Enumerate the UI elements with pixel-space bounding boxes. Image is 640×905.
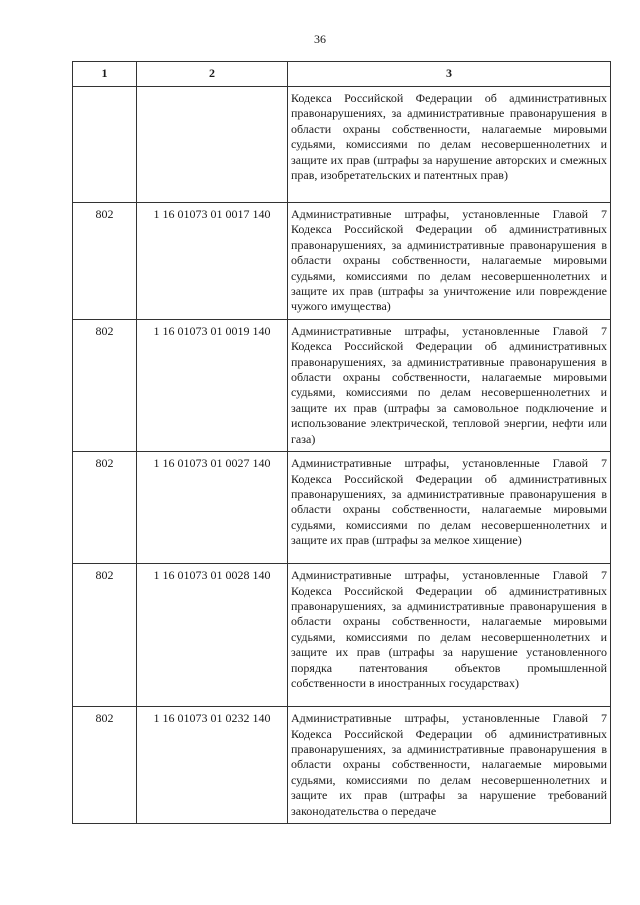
header-col-3: 3 (288, 62, 611, 87)
description-cell: Административные штрафы, установленные Главой 7 Кодекса Российской Федерации об административных правонарушениях, за административные правонарушения в области охраны собственности, налагаемые мировыми судьями, комиссиями по делам несовершеннолетних и защите их прав (штрафы за самовольное подключение и использование электрической, тепловой энергии, нефти или газа) (288, 319, 611, 451)
kbk-code-cell: 1 16 01073 01 0232 140 (137, 707, 288, 824)
description-cell: Административные штрафы, установленные Главой 7 Кодекса Российской Федерации об административных правонарушениях, за административные правонарушения в области охраны собственности, налагаемые мировыми судьями, комиссиями по делам несовершеннолетних и защите их прав (штрафы за уничтожение или повреждение чужого имущества) (288, 203, 611, 320)
admin-code-cell: 802 (73, 564, 137, 707)
kbk-code-cell (137, 87, 288, 203)
admin-code-cell: 802 (73, 707, 137, 824)
header-col-2: 2 (137, 62, 288, 87)
admin-code-cell: 802 (73, 319, 137, 451)
kbk-code-cell: 1 16 01073 01 0019 140 (137, 319, 288, 451)
admin-code-cell: 802 (73, 452, 137, 564)
table-row (73, 452, 611, 564)
table-row (73, 203, 611, 320)
table-header-row (73, 62, 611, 87)
kbk-code-cell: 1 16 01073 01 0027 140 (137, 452, 288, 564)
page-number: 36 (314, 32, 326, 46)
admin-code-cell: 802 (73, 203, 137, 320)
description-cell: Административные штрафы, установленные Главой 7 Кодекса Российской Федерации об административных правонарушениях, за административные правонарушения в области охраны собственности, налагаемые мировыми судьями, комиссиями по делам несовершеннолетних и защите их прав (штрафы за нарушение требований законодательства о передаче (288, 707, 611, 824)
table-row (73, 564, 611, 707)
budget-revenue-table (72, 61, 611, 824)
table-row (73, 87, 611, 203)
table-row (73, 707, 611, 824)
table-row (73, 319, 611, 451)
description-cell: Кодекса Российской Федерации об административных правонарушениях, за административные правонарушения в области охраны собственности, налагаемые мировыми судьями, комиссиями по делам несовершеннолетних и защите их прав (штрафы за нарушение авторских и смежных прав, изобретательских и патентных прав) (288, 87, 611, 203)
header-col-1: 1 (73, 62, 137, 87)
kbk-code-cell: 1 16 01073 01 0028 140 (137, 564, 288, 707)
admin-code-cell (73, 87, 137, 203)
description-cell: Административные штрафы, установленные Главой 7 Кодекса Российской Федерации об административных правонарушениях, за административные правонарушения в области охраны собственности, налагаемые мировыми судьями, комиссиями по делам несовершеннолетних и защите их прав (штрафы за мелкое хищение) (288, 452, 611, 564)
kbk-code-cell: 1 16 01073 01 0017 140 (137, 203, 288, 320)
description-cell: Административные штрафы, установленные Главой 7 Кодекса Российской Федерации об административных правонарушениях, за административные правонарушения в области охраны собственности, налагаемые мировыми судьями, комиссиями по делам несовершеннолетних и защите их прав (штрафы за нарушение установленного порядка патентования объектов промышленной собственности в иностранных государствах) (288, 564, 611, 707)
